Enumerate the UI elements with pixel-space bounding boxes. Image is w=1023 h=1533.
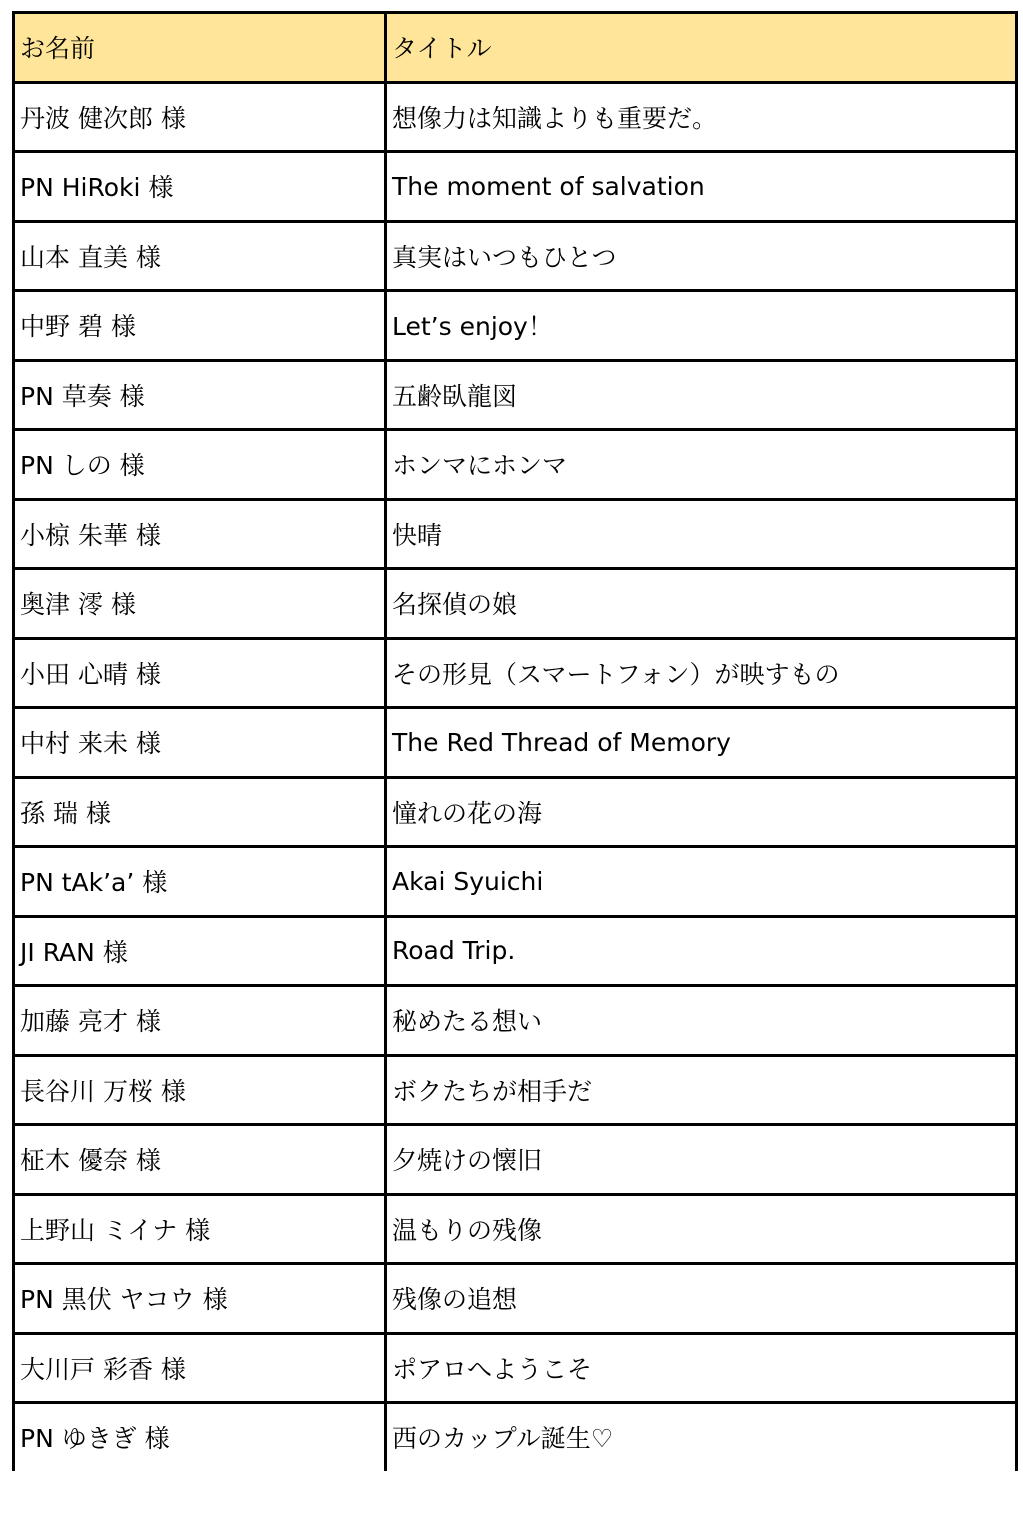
entry-name: PN しの 様: [14, 430, 386, 500]
entry-name: PN 黒伏 ヤコウ 様: [14, 1264, 386, 1334]
entry-name: 柾木 優奈 様: [14, 1125, 386, 1195]
entries-table: [12, 11, 1018, 1471]
entry-name: 中野 碧 様: [14, 291, 386, 361]
entry-name: 丹波 健次郎 様: [14, 82, 386, 152]
table-row: [14, 638, 1017, 708]
entry-title: The moment of salvation: [386, 152, 1017, 222]
header-name: お名前: [14, 13, 386, 83]
entry-title: ポアロへようこそ: [386, 1333, 1017, 1403]
table-row: [14, 708, 1017, 778]
table-row: [14, 1194, 1017, 1264]
entry-name: 加藤 亮才 様: [14, 986, 386, 1056]
table-row: [14, 1055, 1017, 1125]
entry-name: 中村 来未 様: [14, 708, 386, 778]
table-row: [14, 1125, 1017, 1195]
table-row: [14, 916, 1017, 986]
entry-title: 快晴: [386, 499, 1017, 569]
entry-title: ボクたちが相手だ: [386, 1055, 1017, 1125]
entry-title: 名探偵の娘: [386, 569, 1017, 639]
entry-title: 西のカップル誕生♡: [386, 1403, 1017, 1471]
table-row: [14, 777, 1017, 847]
table-row: [14, 1403, 1017, 1471]
entry-name: 長谷川 万桜 様: [14, 1055, 386, 1125]
table-row: [14, 1264, 1017, 1334]
entry-title: 温もりの残像: [386, 1194, 1017, 1264]
table-row: [14, 291, 1017, 361]
entry-title: 五齢臥龍図: [386, 360, 1017, 430]
table-row: [14, 82, 1017, 152]
entry-title: 秘めたる想い: [386, 986, 1017, 1056]
entry-name: JI RAN 様: [14, 916, 386, 986]
table-row: [14, 847, 1017, 917]
entry-title: 残像の追想: [386, 1264, 1017, 1334]
entry-name: 奥津 澪 様: [14, 569, 386, 639]
entry-name: 大川戸 彩香 様: [14, 1333, 386, 1403]
entry-name: 上野山 ミイナ 様: [14, 1194, 386, 1264]
table-row: [14, 986, 1017, 1056]
entry-name: PN HiRoki 様: [14, 152, 386, 222]
table-row: [14, 430, 1017, 500]
entry-title: ホンマにホンマ: [386, 430, 1017, 500]
table-body: [14, 82, 1017, 1471]
table-row: [14, 1333, 1017, 1403]
entry-title: The Red Thread of Memory: [386, 708, 1017, 778]
entry-title: Akai Syuichi: [386, 847, 1017, 917]
entry-name: 山本 直美 様: [14, 221, 386, 291]
entry-name: 小椋 朱華 様: [14, 499, 386, 569]
entry-title: その形見（スマートフォン）が映すもの: [386, 638, 1017, 708]
entry-name: PN tAk’a’ 様: [14, 847, 386, 917]
table-row: [14, 360, 1017, 430]
table-row: [14, 221, 1017, 291]
table-row: [14, 152, 1017, 222]
header-title: タイトル: [386, 13, 1017, 83]
entry-title: Let’s enjoy！: [386, 291, 1017, 361]
header-row: [14, 13, 1017, 83]
entry-name: PN 草奏 様: [14, 360, 386, 430]
entry-name: 孫 瑞 様: [14, 777, 386, 847]
entry-name: 小田 心晴 様: [14, 638, 386, 708]
table-row: [14, 569, 1017, 639]
entry-title: 憧れの花の海: [386, 777, 1017, 847]
entry-title: 想像力は知識よりも重要だ。: [386, 82, 1017, 152]
entry-title: 夕焼けの懐旧: [386, 1125, 1017, 1195]
entry-title: 真実はいつもひとつ: [386, 221, 1017, 291]
entry-name: PN ゆきぎ 様: [14, 1403, 386, 1471]
table-row: [14, 499, 1017, 569]
entry-title: Road Trip.: [386, 916, 1017, 986]
